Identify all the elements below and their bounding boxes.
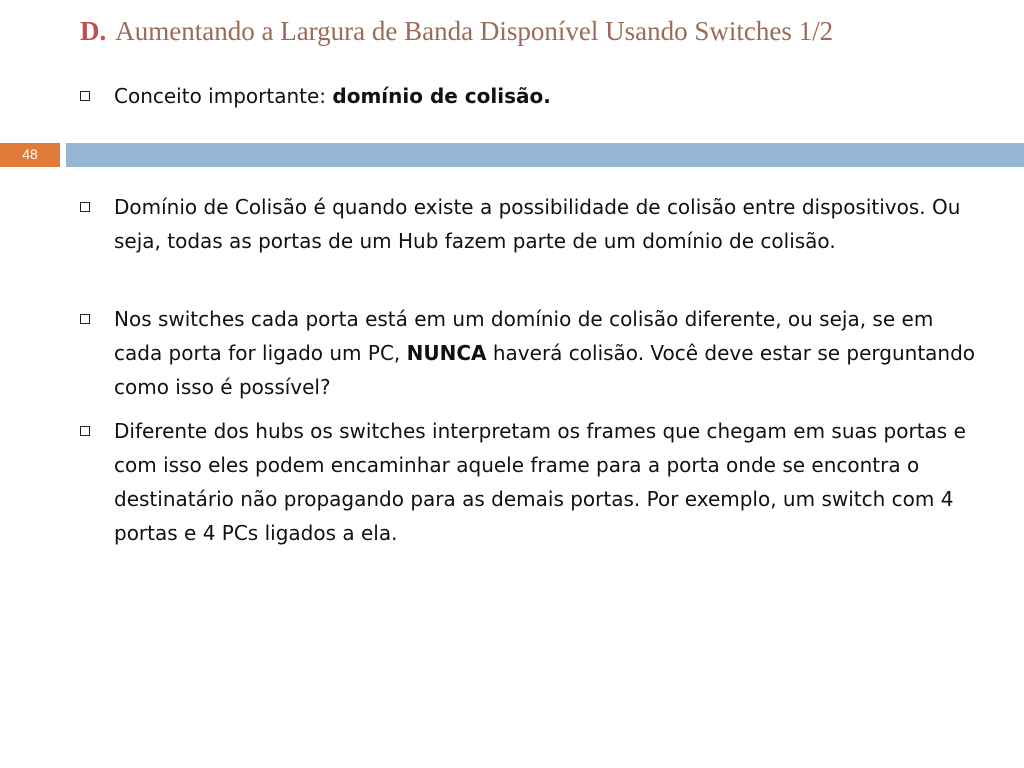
square-bullet-icon (80, 426, 90, 436)
bullet-text (114, 79, 980, 113)
bullet-bold-term: domínio de colisão. (332, 84, 551, 108)
bullet-text: Domínio de Colisão é quando existe a possibilidade de colisão entre dispositivos. Ou seja, todas as portas de um Hub fazem parte de um domínio de colisão. (114, 195, 961, 253)
bullet-collision-domain (80, 190, 980, 258)
page-number: 48 (0, 143, 60, 167)
bullet-text: Diferente dos hubs os switches interpretam os frames que chegam em suas portas e com isso eles podem encaminhar aquele frame para a porta onde se encontra o destinatário não propagando para as demais portas. Por exemplo, um switch com 4 portas e 4 PCs ligados a ela. (114, 419, 966, 545)
divider-bar (66, 143, 1024, 167)
bullet-text-after: haverá colisão. Você deve estar se perguntando como isso é possível? (114, 341, 976, 399)
bullet-text-before: Nos switches cada porta está em um domínio de colisão diferente, ou seja, se em cada porta for ligado um PC, (114, 307, 934, 365)
bullet-prefix: Conceito importante: (114, 84, 333, 108)
bullet-text (114, 302, 980, 404)
title-text: Aumentando a Largura de Banda Disponível Usando Switches 1/2 (115, 16, 834, 46)
square-bullet-icon (80, 202, 90, 212)
square-bullet-icon (80, 314, 90, 324)
slide-title (80, 16, 980, 47)
bullet-switch-ports (80, 302, 980, 404)
bullet-hubs-vs-switches (80, 414, 980, 550)
bullet-bold-term: NUNCA (406, 341, 487, 365)
square-bullet-icon (80, 91, 90, 101)
key-concept-bullet (80, 79, 980, 113)
title-section-letter: D. (80, 16, 107, 46)
